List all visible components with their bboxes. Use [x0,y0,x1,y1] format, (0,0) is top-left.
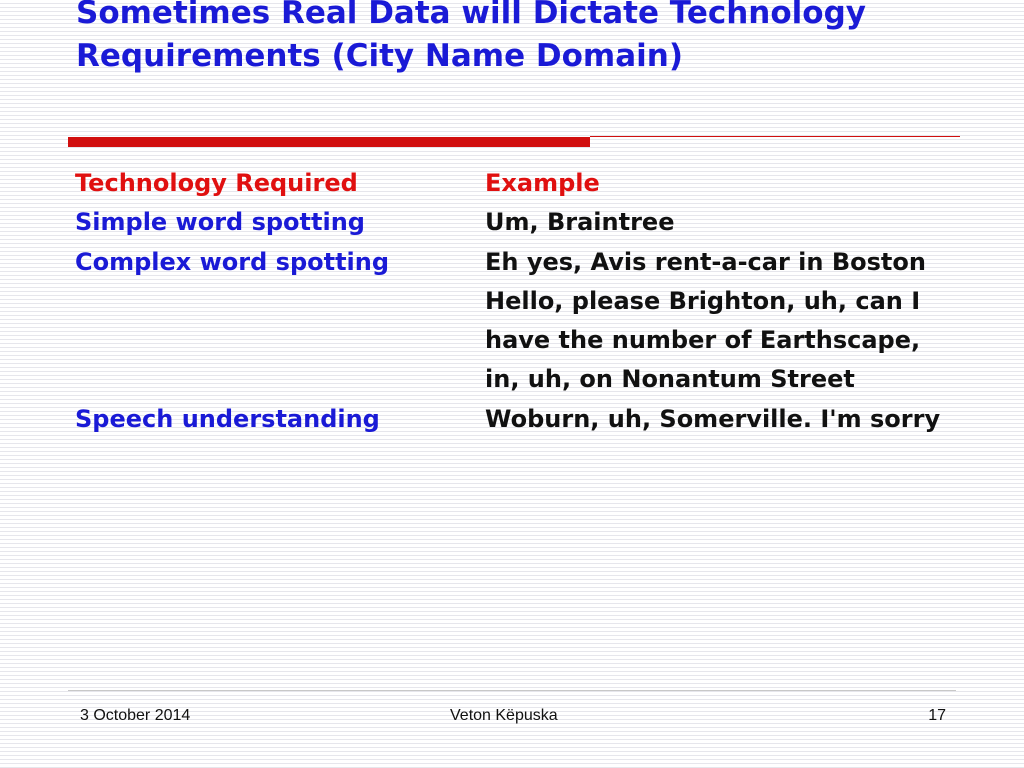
table-row [75,400,975,439]
slide-title: Sometimes Real Data will Dictate Technology Requirements (City Name Domain) [76,0,866,74]
title-underline-line [590,136,960,137]
technology-cell: Simple word spotting [75,208,365,237]
footer-date: 3 October 2014 [80,707,191,724]
example-cell: Woburn, uh, Somerville. I'm sorry [485,404,941,433]
technology-table [75,164,975,439]
header-example: Example [485,169,600,197]
technology-cell: Complex word spotting [75,247,390,276]
example-cell: Eh yes, Avis rent-a-car in Boston Hello, please Brighton, uh, can I have the number of Earthscape, in, uh, on Nonantum Street [485,247,926,394]
technology-cell: Speech understanding [75,404,380,433]
table-header-row [75,164,975,203]
page-number: 17 [928,707,946,724]
header-technology-required: Technology Required [75,169,358,197]
example-cell: Um, Braintree [485,208,675,237]
footer-divider [68,690,956,691]
footer-author: Veton Këpuska [450,707,558,724]
title-underline-bar [68,137,590,147]
table-row [75,203,975,242]
table-row [75,243,975,400]
